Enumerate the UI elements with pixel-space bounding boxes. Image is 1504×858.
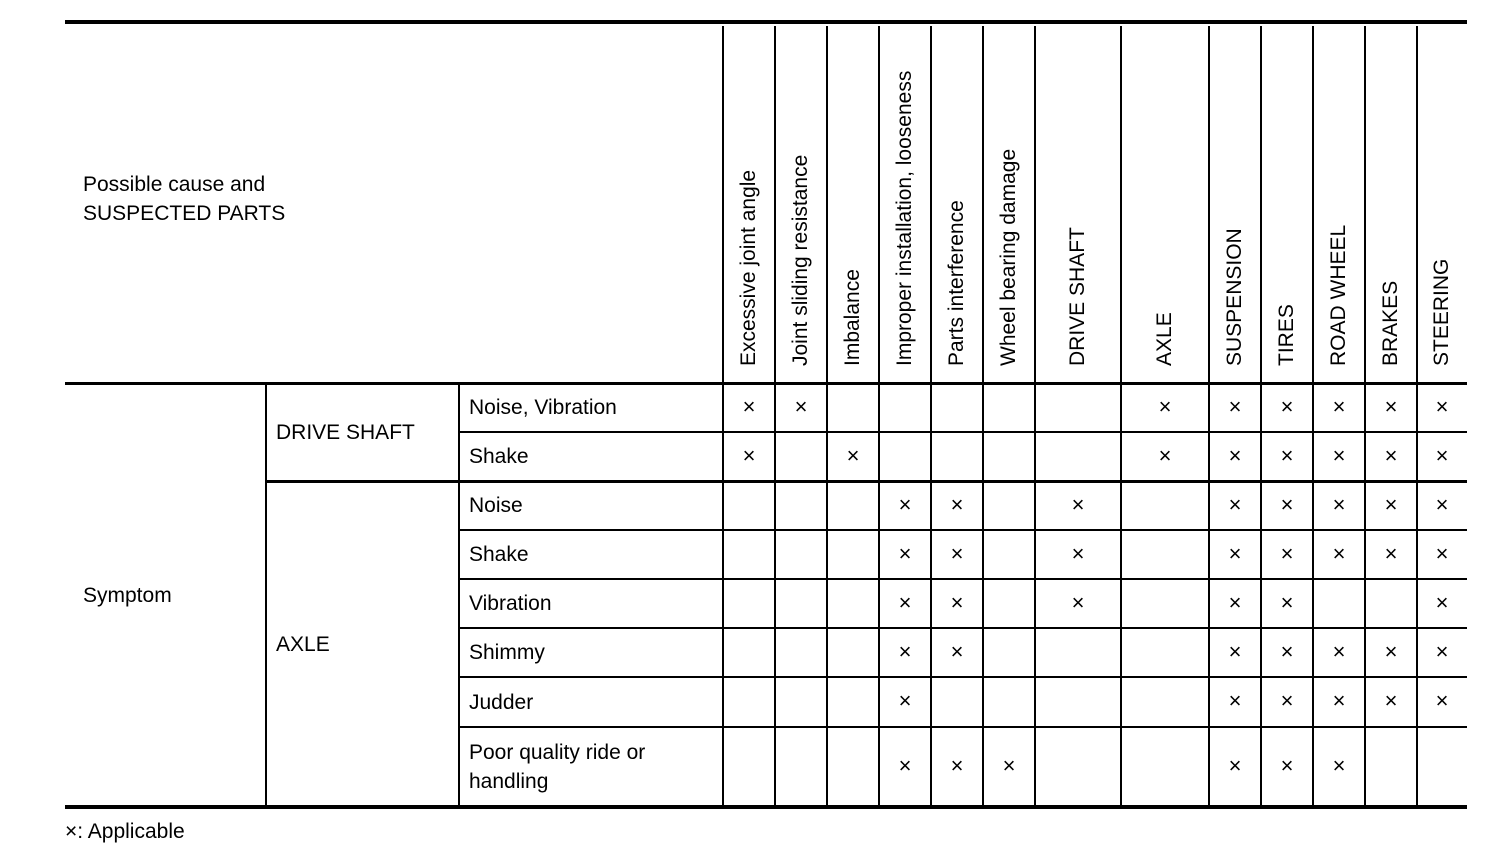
col-divider: [265, 383, 267, 807]
symptom-name: Noise, Vibration: [469, 396, 617, 419]
table-bottom-border: [65, 805, 1467, 809]
applicable-mark: ×: [898, 540, 912, 566]
row-divider: [459, 676, 1467, 678]
col-divider: [1120, 26, 1122, 807]
symptom-name: Judder: [469, 690, 534, 714]
applicable-mark: ×: [1435, 393, 1449, 419]
applicable-mark: ×: [1435, 491, 1449, 517]
col-divider: [774, 26, 776, 807]
applicable-mark: ×: [898, 753, 912, 778]
column-header: Wheel bearing damage: [997, 148, 1020, 366]
applicable-mark: ×: [898, 491, 912, 517]
applicable-mark: ×: [1228, 753, 1242, 778]
applicable-mark: ×: [950, 491, 964, 517]
applicable-mark: ×: [1280, 393, 1294, 419]
legend: ×: Applicable: [65, 820, 185, 843]
applicable-mark: ×: [1384, 442, 1398, 468]
applicable-mark: ×: [846, 442, 860, 468]
applicable-mark: ×: [1435, 688, 1449, 713]
applicable-mark: ×: [950, 638, 964, 664]
applicable-mark: ×: [1228, 442, 1242, 468]
applicable-mark: ×: [1280, 589, 1294, 615]
symptom-name: Shake: [469, 445, 529, 468]
group-label: AXLE: [276, 632, 330, 656]
symptom-name: Shake: [469, 543, 529, 566]
applicable-mark: ×: [1332, 753, 1346, 778]
applicable-mark: ×: [1071, 589, 1085, 615]
applicable-mark: ×: [898, 589, 912, 615]
applicable-mark: ×: [1435, 540, 1449, 566]
applicable-mark: ×: [1228, 688, 1242, 713]
column-header: Parts interference: [945, 200, 968, 366]
applicable-mark: ×: [1332, 688, 1346, 713]
applicable-mark: ×: [1384, 491, 1398, 517]
applicable-mark: ×: [1228, 393, 1242, 419]
column-header: Imbalance: [841, 269, 864, 366]
applicable-mark: ×: [950, 540, 964, 566]
applicable-mark: ×: [1384, 393, 1398, 419]
applicable-mark: ×: [742, 393, 756, 419]
col-divider: [878, 26, 880, 807]
row-divider: [459, 726, 1467, 728]
applicable-mark: ×: [1332, 491, 1346, 517]
col-divider: [1364, 26, 1366, 807]
column-header: AXLE: [1153, 312, 1176, 366]
header-divider: [65, 382, 1467, 385]
applicable-mark: ×: [1280, 491, 1294, 517]
column-header: STEERING: [1430, 258, 1453, 366]
applicable-mark: ×: [1435, 589, 1449, 615]
applicable-mark: ×: [1002, 753, 1016, 778]
column-header: TIRES: [1275, 304, 1298, 366]
header-label-line: Possible cause and: [83, 173, 266, 196]
applicable-mark: ×: [1384, 688, 1398, 713]
applicable-mark: ×: [1228, 589, 1242, 615]
col-divider: [1312, 26, 1314, 807]
column-header: ROAD WHEEL: [1327, 224, 1350, 366]
group-divider: [266, 480, 1467, 483]
applicable-mark: ×: [1280, 540, 1294, 566]
applicable-mark: ×: [1332, 540, 1346, 566]
col-divider: [1208, 26, 1210, 807]
header-label-line: SUSPECTED PARTS: [83, 202, 286, 225]
symptom-label: Symptom: [83, 583, 172, 607]
applicable-mark: ×: [950, 589, 964, 615]
applicable-mark: ×: [898, 688, 912, 713]
applicable-mark: ×: [1280, 688, 1294, 713]
applicable-mark: ×: [1228, 540, 1242, 566]
applicable-mark: ×: [1280, 638, 1294, 664]
col-divider: [722, 26, 724, 807]
applicable-mark: ×: [1228, 638, 1242, 664]
table-top-border: [65, 20, 1467, 24]
col-divider: [1034, 26, 1036, 807]
applicable-mark: ×: [1435, 638, 1449, 664]
applicable-mark: ×: [898, 638, 912, 664]
row-divider: [459, 529, 1467, 531]
applicable-mark: ×: [1228, 491, 1242, 517]
col-divider: [1416, 26, 1418, 807]
applicable-mark: ×: [1384, 540, 1398, 566]
col-divider: [458, 383, 460, 807]
col-divider: [982, 26, 984, 807]
column-header: SUSPENSION: [1223, 228, 1246, 366]
applicable-mark: ×: [1332, 442, 1346, 468]
row-divider: [459, 578, 1467, 580]
applicable-mark: ×: [1332, 638, 1346, 664]
column-header: Excessive joint angle: [737, 169, 760, 366]
applicable-mark: ×: [1280, 753, 1294, 778]
symptom-name: Vibration: [469, 592, 552, 615]
applicable-mark: ×: [742, 442, 756, 468]
applicable-mark: ×: [1071, 540, 1085, 566]
applicable-mark: ×: [1158, 442, 1172, 468]
col-divider: [1260, 26, 1262, 807]
column-header: DRIVE SHAFT: [1066, 227, 1089, 366]
applicable-mark: ×: [1071, 491, 1085, 517]
applicable-mark: ×: [1280, 442, 1294, 468]
group-label: DRIVE SHAFT: [276, 420, 415, 444]
applicable-mark: ×: [1158, 393, 1172, 419]
column-header: BRAKES: [1379, 280, 1402, 366]
col-divider: [826, 26, 828, 807]
applicable-mark: ×: [1384, 638, 1398, 664]
col-divider: [930, 26, 932, 807]
applicable-mark: ×: [794, 393, 808, 419]
row-divider: [459, 627, 1467, 629]
row-divider: [459, 431, 1467, 433]
applicable-mark: ×: [1435, 442, 1449, 468]
symptom-name: Noise: [469, 494, 523, 517]
applicable-mark: ×: [1332, 393, 1346, 419]
applicable-mark: ×: [950, 753, 964, 778]
symptom-name: Shimmy: [469, 641, 545, 664]
column-header: Joint sliding resistance: [789, 154, 812, 366]
column-header: Improper installation, looseness: [893, 70, 916, 366]
symptom-name: Poor quality ride or handling: [469, 741, 646, 793]
